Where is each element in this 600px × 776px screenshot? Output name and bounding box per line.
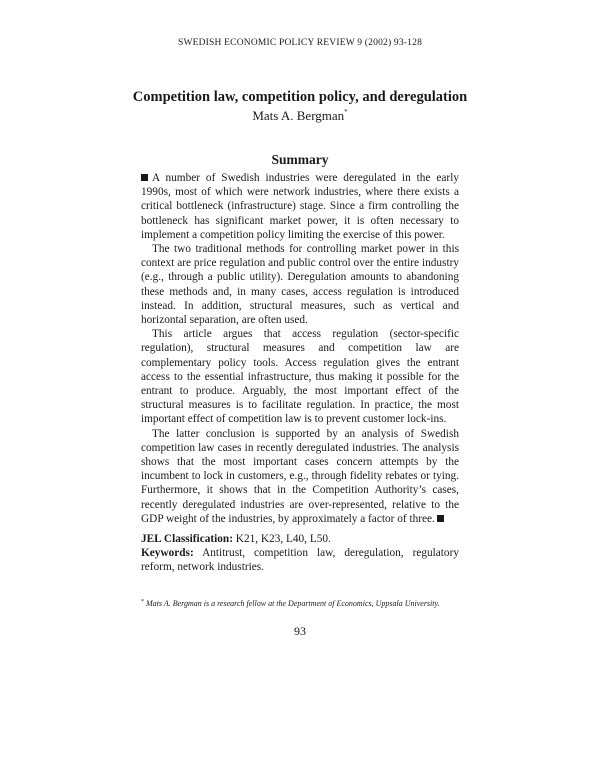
jel-line	[141, 532, 459, 546]
summary-paragraph-text: The latter conclusion is supported by an analysis of Swedish competition law cases in recently deregulated industries. The analysis shows that the most important cases concern attempts by the incumbent to lock in customers, e.g., through fidelity rebates or tying. Furthermore, it shows that in the Competition Authority’s cases, recently deregulated industries are over-represented, relative to the GDP weight of the industries, by approximately a factor of three.	[141, 427, 459, 525]
summary-paragraph-text: A number of Swedish industries were deregulated in the early 1990s, most of which were network industries, where there exists a critical bottleneck (infrastructure) stage. Since a firm controlling the bottleneck has significant market power, it is often necessary to implement a competition policy limiting the exercise of this power.	[141, 172, 459, 241]
classification-block	[141, 532, 459, 575]
footnote	[141, 599, 461, 608]
summary-paragraph-text: This article argues that access regulation (sector-specific regulation), structural measures and competition law are complementary policy tools. Access regulation gives the entrant access to the essential infrastructure, thus making it possible for the entrant to produce. Arguably, the most important effect of the structural measures is to facilitate regulation. In practice, the most important effect of competition law is to prevent customer lock-ins.	[141, 328, 459, 426]
summary-paragraph	[141, 242, 459, 327]
keywords-label: Keywords:	[141, 547, 194, 560]
summary-body	[141, 171, 459, 526]
summary-paragraph	[141, 327, 459, 426]
summary-paragraph-text: The two traditional methods for controlling market power in this context are price regulation and public control over the entire industry (e.g., through a public utility). Deregulation amounts to abandoning these methods and, in many cases, access regulation is introduced instead. In addition, structural measures, such as vertical and horizontal separation, are often used.	[141, 243, 459, 327]
summary-paragraph	[141, 171, 459, 242]
running-head: SWEDISH ECONOMIC POLICY REVIEW 9 (2002) 93-128	[177, 38, 423, 48]
article-title: Competition law, competition policy, and deregulation	[132, 89, 468, 105]
jel-value: K21, K23, L40, L50.	[235, 533, 331, 545]
jel-label: JEL Classification:	[141, 533, 233, 545]
author-footnote-marker: *	[344, 108, 348, 116]
page-number: 93	[294, 624, 306, 638]
end-square-icon	[437, 515, 444, 522]
keywords-line	[141, 546, 459, 574]
footnote-text: Mats A. Bergman is a research fellow at the Department of Economics, Uppsala University.	[146, 599, 440, 608]
keywords-value: Antitrust, competition law, deregulation, regulatory reform, network industries.	[141, 547, 459, 574]
author-line	[0, 108, 600, 124]
summary-heading: Summary	[271, 152, 329, 167]
summary-paragraph	[141, 427, 459, 526]
footnote-marker: *	[141, 599, 144, 605]
start-square-icon	[141, 174, 148, 181]
author-name: Mats A. Bergman	[252, 108, 345, 123]
